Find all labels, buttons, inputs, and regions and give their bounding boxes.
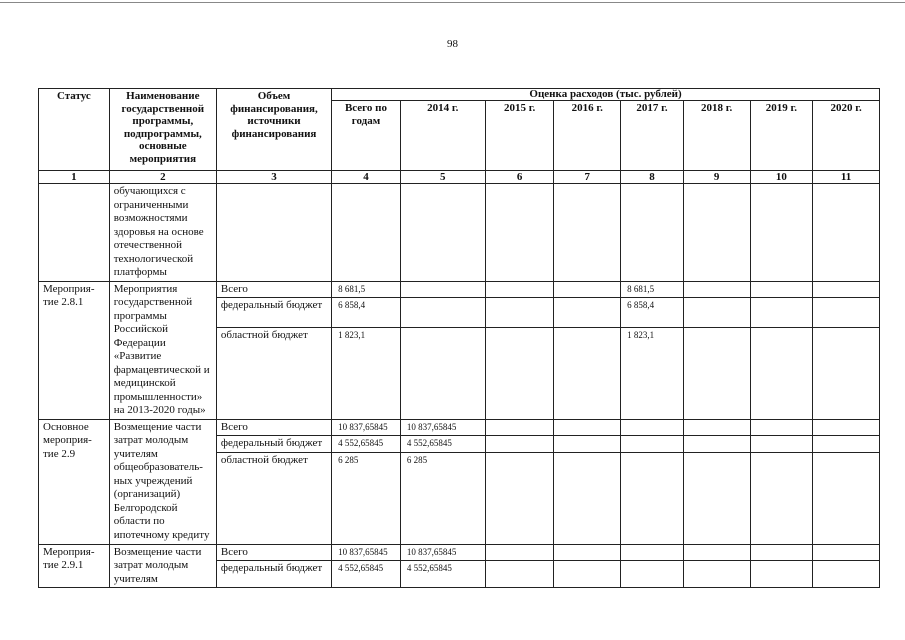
header-year: 2017 г. — [621, 101, 684, 171]
source-cell: областной бюджет — [216, 327, 331, 419]
column-number: 1 — [39, 171, 110, 184]
status-cell: Мероприя-тие 2.9.1 — [39, 544, 110, 588]
value-cell — [621, 436, 684, 453]
name-cell: Возмещение части затрат молодым учителям общеобразователь-ных учреждений (организаций) Белгородской области по ипотечному кредиту — [109, 419, 216, 544]
name-cell: обучающихся с ограниченными возможностями здоровья на основе отечественной технологической платформы — [109, 184, 216, 282]
header-status: Статус — [39, 89, 110, 171]
name-cell: Возмещение части затрат молодым учителям — [109, 544, 216, 588]
value-cell: 6 285 — [400, 452, 485, 544]
header-year: 2019 г. — [750, 101, 813, 171]
table-row — [39, 544, 880, 561]
source-cell: областной бюджет — [216, 452, 331, 544]
column-number: 3 — [216, 171, 331, 184]
value-cell: 1 823,1 — [621, 327, 684, 419]
header-year: 2014 г. — [400, 101, 485, 171]
value-cell: 8 681,5 — [332, 281, 401, 298]
header-year: 2015 г. — [485, 101, 554, 171]
header-year: 2018 г. — [683, 101, 750, 171]
column-number: 8 — [621, 171, 684, 184]
value-cell: 10 837,65845 — [400, 544, 485, 561]
source-cell: Всего — [216, 281, 331, 298]
status-cell: Основное мероприя-тие 2.9 — [39, 419, 110, 544]
column-number: 9 — [683, 171, 750, 184]
value-cell: 6 285 — [332, 452, 401, 544]
column-number: 4 — [332, 171, 401, 184]
value-cell — [621, 544, 684, 561]
value-cell — [621, 561, 684, 588]
source-cell: Всего — [216, 544, 331, 561]
source-cell: федеральный бюджет — [216, 298, 331, 328]
column-number-row — [39, 171, 880, 184]
table-row — [39, 281, 880, 298]
value-cell: 6 858,4 — [332, 298, 401, 328]
column-number: 2 — [109, 171, 216, 184]
status-cell: Мероприя-тие 2.8.1 — [39, 281, 110, 419]
header-total: Всего по годам — [332, 101, 401, 171]
value-cell — [400, 327, 485, 419]
page-top-edge — [0, 2, 905, 3]
header-estimate: Оценка расходов (тыс. рублей) — [332, 89, 880, 101]
value-cell — [400, 298, 485, 328]
table-row — [39, 419, 880, 436]
page-number: 98 — [447, 38, 458, 50]
value-cell: 4 552,65845 — [400, 436, 485, 453]
column-number: 5 — [400, 171, 485, 184]
value-cell — [621, 452, 684, 544]
header-volume: Объем финансирования, источники финансирования — [216, 89, 331, 171]
header-row-1 — [39, 89, 880, 101]
value-cell: 4 552,65845 — [332, 561, 401, 588]
value-cell — [621, 419, 684, 436]
column-number: 6 — [485, 171, 554, 184]
source-cell: федеральный бюджет — [216, 561, 331, 588]
column-number: 11 — [813, 171, 880, 184]
header-year: 2016 г. — [554, 101, 621, 171]
column-number: 7 — [554, 171, 621, 184]
value-cell — [400, 281, 485, 298]
value-cell: 10 837,65845 — [332, 544, 401, 561]
value-cell: 6 858,4 — [621, 298, 684, 328]
status-cell — [39, 184, 110, 282]
value-cell: 4 552,65845 — [332, 436, 401, 453]
header-year: 2020 г. — [813, 101, 880, 171]
table-row — [39, 184, 880, 282]
value-cell: 4 552,65845 — [400, 561, 485, 588]
source-cell: федеральный бюджет — [216, 436, 331, 453]
column-number: 10 — [750, 171, 813, 184]
value-cell: 10 837,65845 — [332, 419, 401, 436]
value-cell: 8 681,5 — [621, 281, 684, 298]
value-cell: 1 823,1 — [332, 327, 401, 419]
header-name: Наименование государственной программы, подпрограммы, основные мероприятия — [109, 89, 216, 171]
value-cell: 10 837,65845 — [400, 419, 485, 436]
source-cell: Всего — [216, 419, 331, 436]
name-cell: Мероприятия государственной программы Российской Федерации «Развитие фармацевтической и медицинской промышленности» на 2013-2020 годы» — [109, 281, 216, 419]
expenditure-table — [38, 88, 880, 588]
